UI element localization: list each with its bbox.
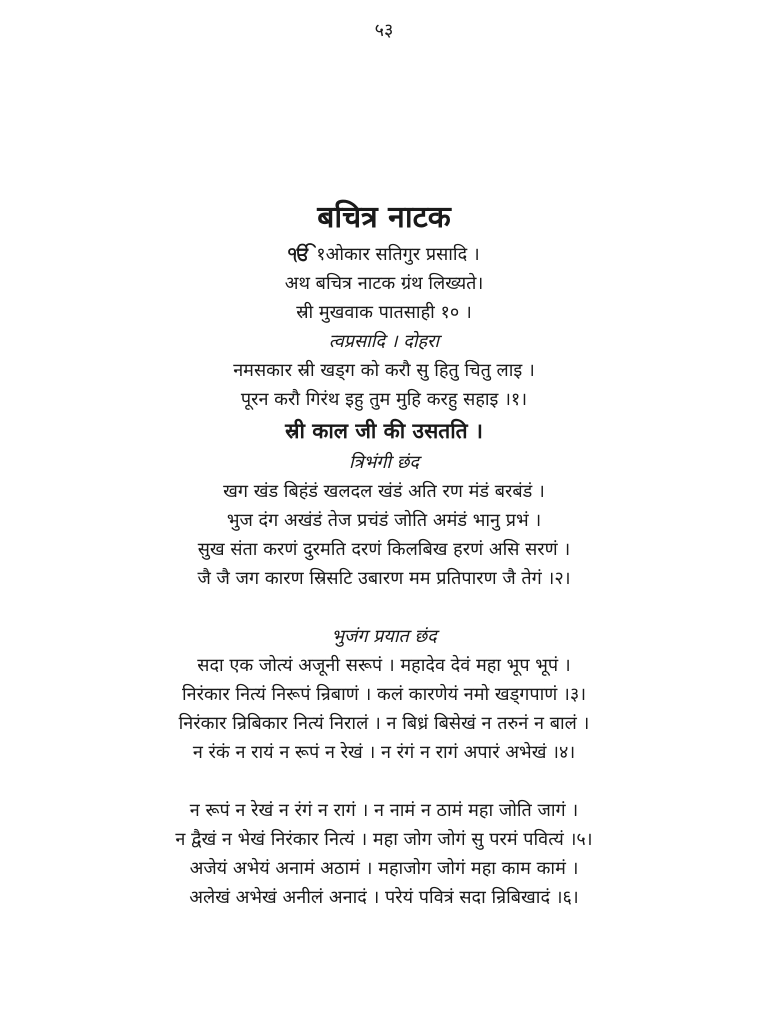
section-heading-ustati: स्री काल जी की उसतति । [285, 419, 483, 443]
verse-line: निरंकार नित्यं निरूपं न्रिबाणं । कलं कारणेयं नमो खड्गपाणं ।३। [181, 684, 587, 705]
page-body [0, 196, 768, 912]
verse-line: नमसकार स्री खड्ग को करौ सु हितु चितु लाइ । [233, 360, 535, 381]
verse-line: खग खंड बिहंडं खलदल खंडं अति रण मंडं बरबंडं । [223, 481, 545, 502]
page-number: ५३ [374, 20, 394, 41]
invocation-text: १ओकार सतिगुर प्रसादि । [316, 244, 480, 265]
verse-line: भुज दंग अखंडं तेज प्रचंडं जोति अमंडं भानु प्रभं । [226, 510, 542, 531]
section-heading-tvprasad: त्वप्रसादि । दोहरा [328, 331, 440, 352]
verse-line: जै जै जग कारण स्रिसटि उबारण मम प्रतिपारण जै तेगं ।२। [197, 568, 571, 589]
verse-line: निरंकार न्रिबिकार नित्यं निरालं । न बिध्रं बिसेखं न तरुनं न बालं । [178, 713, 590, 734]
stanza-gap [0, 593, 768, 622]
intro-line: अथ बचित्र नाटक ग्रंथ लिख्यते। [284, 273, 484, 294]
verse-line: न रंकं न रायं न रूपं न रेखं । न रंगं न रागं अपारं अभेखं ।४। [192, 742, 576, 763]
invocation-line [0, 240, 768, 269]
verse-line: न द्वैखं न भेखं निरंकार नित्यं । महा जोग जोगं सु परमं पवित्यं ।५। [175, 829, 593, 850]
section-heading-bhujang: भुजंग प्रयात छंद [331, 626, 437, 647]
verse-line: पूरन करौ गिरंथ इहु तुम मुहि करहु सहाइ ।१। [240, 389, 528, 410]
stanza-gap [0, 767, 768, 796]
section-heading-tribhangi: त्रिभंगी छंद [349, 452, 419, 473]
verse-line: अलेखं अभेखं अनीलं अनादं । परेयं पवित्रं सदा न्रिबिखादं ।६। [189, 887, 579, 908]
intro-line: स्री मुखवाक पातसाही १० । [296, 302, 472, 323]
page-title: बचित्र नाटक [317, 200, 451, 235]
verse-line: न रूपं न रेखं न रंगं न रागं । न नामं न ठामं महा जोति जागं । [189, 800, 579, 821]
verse-line: अजेयं अभेयं अनामं अठामं । महाजोग जोगं महा काम कामं । [189, 858, 579, 879]
verse-line: सुख संता करणं दुरमति दरणं किलबिख हरणं असि सरणं । [197, 539, 571, 560]
ik-onkar-icon: ੴ [288, 244, 311, 265]
verse-line: सदा एक जोत्यं अजूनी सरूपं । महादेव देवं महा भूप भूपं । [197, 655, 571, 676]
